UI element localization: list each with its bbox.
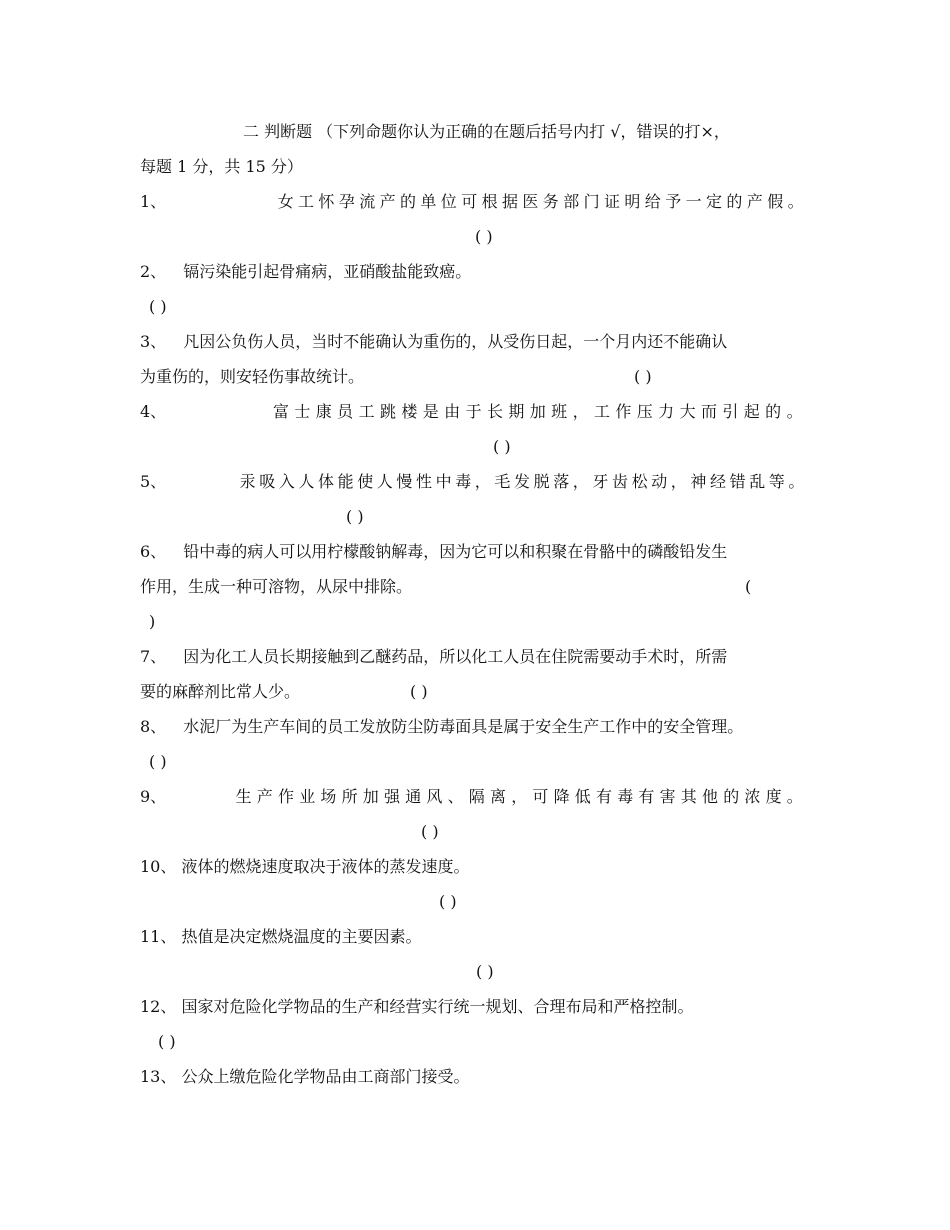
question-text: 国家对危险化学物品的生产和经营实行统一规划、合理布局和严格控制。 (181, 997, 694, 1016)
question-number: 9、 (140, 787, 167, 806)
question-text: 生产作业场所加强通风、隔离，可降低有毒有害其他的浓度。 (235, 787, 808, 806)
answer-paren-12: ( ) (158, 1032, 176, 1051)
answer-paren-8: ( ) (149, 752, 167, 771)
question-number: 8、 (140, 717, 167, 736)
question-number: 13、 (140, 1067, 177, 1086)
question-2 (140, 262, 471, 282)
question-number: 6、 (140, 542, 167, 561)
answer-paren-6-close: ) (149, 612, 156, 631)
question-6-cont: 作用，生成一种可溶物，从尿中排除。 (140, 577, 413, 596)
section-heading-cont: 每题 1 分，共 15 分） (140, 157, 303, 176)
answer-paren-9: ( ) (421, 822, 439, 841)
question-text: 富士康员工跳楼是由于长期加班，工作压力大而引起的。 (272, 402, 808, 421)
question-number: 2、 (140, 262, 167, 281)
question-number: 11、 (140, 927, 177, 946)
question-7-cont: 要的麻醉剂比常人少。 (140, 682, 301, 701)
question-text: 水泥厂为生产车间的员工发放防尘防毒面具是属于安全生产工作中的安全管理。 (183, 717, 744, 736)
question-text: 液体的燃烧速度取决于液体的蒸发速度。 (181, 857, 470, 876)
question-text: 镉污染能引起骨痛病，亚硝酸盐能致癌。 (183, 262, 472, 281)
question-8 (140, 717, 743, 737)
question-text: 女工怀孕流产的单位可根据医务部门证明给予一定的产假。 (277, 192, 808, 211)
question-text: 公众上缴危险化学物品由工商部门接受。 (181, 1067, 470, 1086)
question-number: 10、 (140, 857, 177, 876)
question-3-cont: 为重伤的，则安轻伤事故统计。 (140, 367, 365, 386)
question-text: 汞吸入人体能使人慢性中毒，毛发脱落，牙齿松动，神经错乱等。 (239, 472, 808, 491)
question-1 (140, 192, 808, 212)
question-13 (140, 1067, 469, 1087)
question-text: 因为化工人员长期接触到乙醚药品，所以化工人员在住院需要动手术时，所需 (183, 647, 728, 666)
question-7 (140, 647, 727, 667)
question-4 (140, 402, 808, 422)
question-11 (140, 927, 421, 947)
section-heading: 二 判断题 （下列命题你认为正确的在题后括号内打 √，错误的打×， (243, 122, 730, 141)
question-text: 热值是决定燃烧温度的主要因素。 (181, 927, 422, 946)
answer-paren-10: ( ) (439, 892, 457, 911)
question-number: 12、 (140, 997, 177, 1016)
question-number: 7、 (140, 647, 167, 666)
question-number: 4、 (140, 402, 167, 421)
answer-paren-7: ( ) (410, 682, 428, 701)
answer-paren-6-open: ( (745, 577, 752, 596)
question-10 (140, 857, 469, 877)
question-number: 3、 (140, 332, 167, 351)
answer-paren-5: ( ) (346, 507, 364, 526)
answer-paren-2: ( ) (149, 297, 167, 316)
question-text: 铅中毒的病人可以用柠檬酸钠解毒，因为它可以和积聚在骨骼中的磷酸铅发生 (183, 542, 728, 561)
question-5 (140, 472, 808, 492)
question-6 (140, 542, 727, 562)
question-number: 5、 (140, 472, 167, 491)
question-number: 1、 (140, 192, 167, 211)
question-9 (140, 787, 808, 807)
answer-paren-3: ( ) (634, 367, 652, 386)
answer-paren-11: ( ) (476, 962, 494, 981)
question-3 (140, 332, 727, 352)
question-12 (140, 997, 693, 1017)
question-text: 凡因公负伤人员，当时不能确认为重伤的，从受伤日起，一个月内还不能确认 (183, 332, 728, 351)
answer-paren-4: ( ) (493, 437, 511, 456)
answer-paren-1: ( ) (475, 227, 493, 246)
